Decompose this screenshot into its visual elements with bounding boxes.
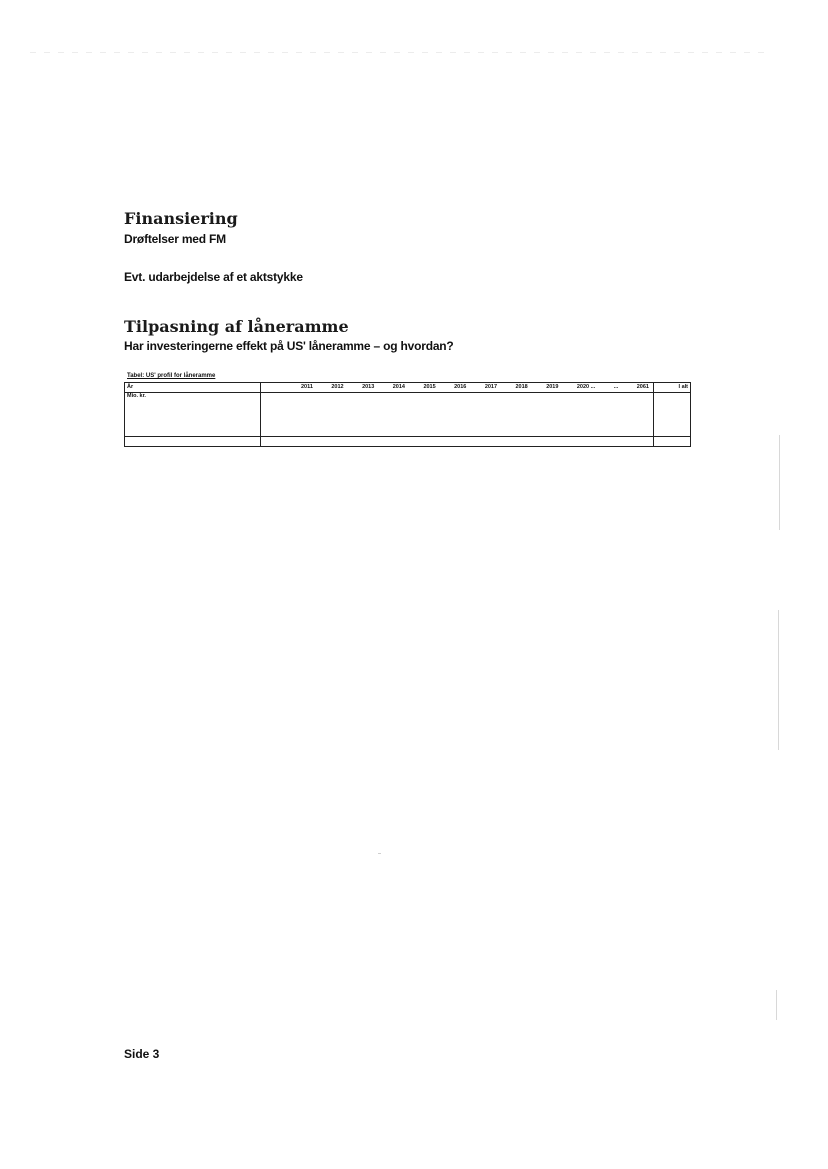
year-column-header: 2013 [362,384,375,390]
year-column-header: 2061 [636,384,649,390]
year-column-header: 2017 [484,384,498,390]
year-column-header: 2011 [301,384,313,390]
year-column-header: 2015 [423,384,436,390]
page-number: Side 3 [124,1047,160,1061]
section-title-loan-frame: Tilpasning af låneramme [124,317,349,336]
year-column-header: 2016 [454,384,467,390]
scan-artifact [779,435,780,530]
row-values-empty [261,437,654,447]
row-total [654,393,691,437]
loan-frame-table [124,382,691,447]
section-title-financing: Finansiering [124,209,238,228]
scan-artifact [776,990,777,1020]
financing-item-discussions: Drøftelser med FM [124,232,226,246]
header-total: I alt [654,383,691,393]
scan-artifact [778,610,779,750]
loan-frame-question: Har investeringerne effekt på US' låneramme – og hvordan? [124,339,454,353]
table-row [125,437,691,447]
year-column-header: 2019 [546,384,559,390]
year-column-header: 2014 [392,384,405,390]
row-label-empty [125,437,261,447]
row-label-mio-kr: Mio. kr. [125,393,261,437]
year-column-header: 2020 ... [576,384,596,390]
scan-artifact [30,52,770,53]
row-values [261,393,654,437]
table-row [125,393,691,437]
table-header-row [125,383,691,393]
header-year-label: År [125,383,261,393]
financing-item-appropriation: Evt. udarbejdelse af et aktstykke [124,270,303,284]
year-column-header: 2012 [331,384,344,390]
row-total-empty [654,437,691,447]
year-columns [263,383,651,392]
header-years [261,383,654,393]
table-caption: Tabel: US' profil for låneramme [127,373,216,379]
year-column-header: ... [613,384,619,390]
scan-artifact [378,853,381,854]
year-column-header: 2018 [515,384,528,390]
